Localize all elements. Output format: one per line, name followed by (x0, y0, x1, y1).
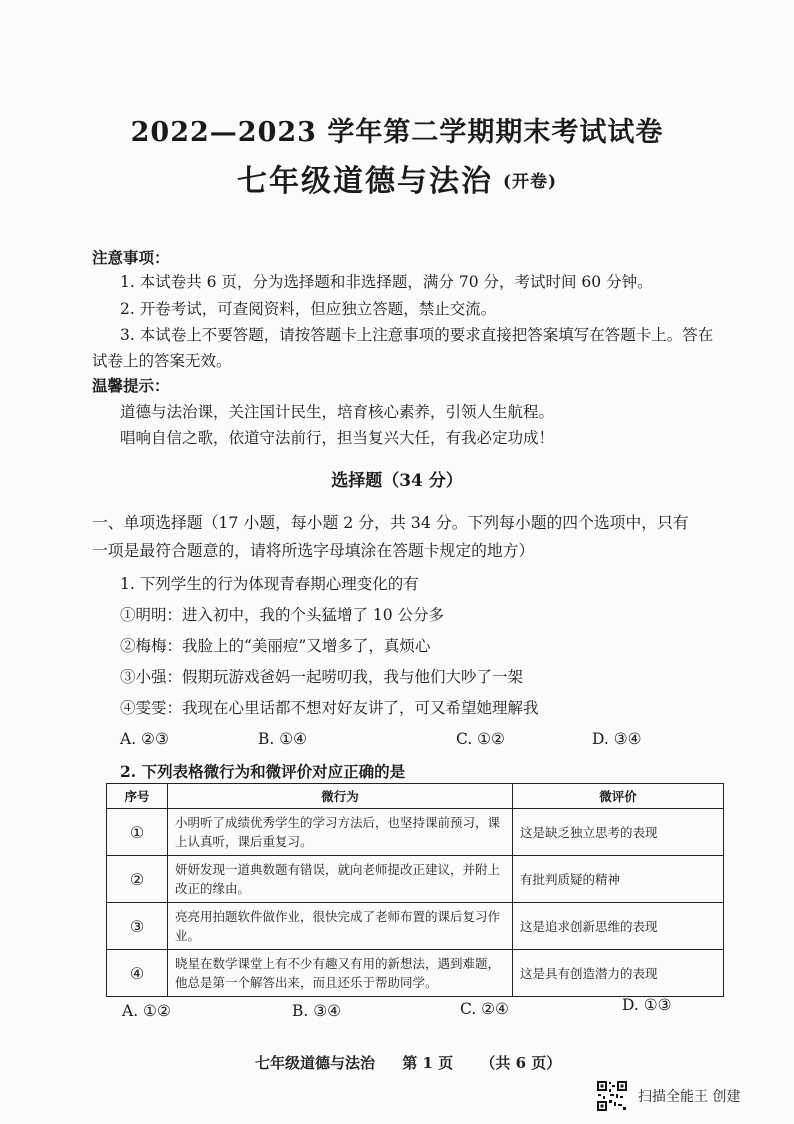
q2-row-action: 妍妍发现一道典数题有错误，就向老师提改正建议，并附上改正的缘由。 (168, 856, 513, 903)
q1-option-c: C. ①② (456, 730, 505, 748)
q2-row-action: 晓星在数学课堂上有不少有趣又有用的新想法，遇到难题，他总是第一个解答出来，而且还乐于帮助同学。 (168, 950, 513, 997)
q2-option-b: B. ③④ (292, 1002, 342, 1020)
q2-row-num: ① (107, 809, 168, 856)
q2-row-action: 小明听了成绩优秀学生的学习方法后，也坚持课前预习，课上认真听，课后重复习。 (168, 809, 513, 856)
scanner-watermark-text: 扫描全能王 创建 (638, 1089, 741, 1105)
table-row (107, 809, 724, 856)
note-item-3-cont: 试卷上的答案无效。 (92, 352, 232, 370)
tips-heading: 温馨提示： (92, 376, 170, 395)
q1-statement-3: ③小强：假期玩游戏爸妈一起唠叨我，我与他们大吵了一架 (120, 668, 524, 686)
exam-title: 2022—2023 学年第二学期期末考试试卷 (130, 117, 664, 148)
q2-option-d: D. ①③ (622, 996, 672, 1014)
note-item-2: 2. 开卷考试，可查阅资料，但应独立答题，禁止交流。 (120, 300, 497, 318)
footer-total: （共 6 页） (480, 1054, 562, 1072)
q2-row-num: ④ (107, 950, 168, 997)
notes-heading: 注意事项： (92, 248, 170, 267)
footer-page: 第 1 页 (402, 1054, 454, 1072)
q2-row-eval: 这是缺乏独立思考的表现 (513, 809, 724, 856)
exam-subject-title (0, 156, 794, 200)
q1-stem: 1. 下列学生的行为体现青春期心理变化的有 (120, 575, 419, 593)
subject-name: 七年级道德与法治 (236, 164, 493, 199)
q2-table (106, 783, 724, 997)
section-instruction-2: 一项是最符合题意的，请将所选字母填涂在答题卡规定的地方） (92, 541, 535, 560)
note-item-1: 1. 本试卷共 6 页，分为选择题和非选择题，满分 70 分，考试时间 60 分钟。 (120, 273, 653, 291)
section-instruction-1: 一、单项选择题（17 小题，每小题 2 分，共 34 分。下列每小题的四个选项中，只有 (92, 513, 689, 532)
note-item-3: 3. 本试卷上不要答题，请按答题卡上注意事项的要求直接把答案填写在答题卡上。答在 (120, 326, 714, 344)
q2-table-header-row (107, 784, 724, 809)
q2-header-eval: 微评价 (513, 784, 724, 809)
q2-header-num: 序号 (107, 784, 168, 809)
section-title: 选择题（34 分） (331, 471, 463, 491)
q2-row-num: ② (107, 856, 168, 903)
q1-statement-2: ②梅梅：我脸上的“美丽痘”又增多了，真烦心 (120, 637, 431, 655)
subject-note: (开卷) (502, 172, 558, 192)
q1-option-a: A. ②③ (120, 730, 169, 748)
q2-row-num: ③ (107, 903, 168, 950)
q1-option-d: D. ③④ (592, 730, 642, 748)
q2-row-eval: 有批判质疑的精神 (513, 856, 724, 903)
qr-code-icon (596, 1080, 628, 1112)
tip-line-1: 道德与法治课，关注国计民生，培育核心素养，引领人生航程。 (120, 403, 555, 421)
page-footer (255, 1052, 583, 1073)
scanner-watermark (596, 1080, 740, 1112)
q2-row-action: 亮亮用拍题软件做作业，很快完成了老师布置的课后复习作业。 (168, 903, 513, 950)
q2-row-eval: 这是具有创造潜力的表现 (513, 950, 724, 997)
q2-row-eval: 这是追求创新思维的表现 (513, 903, 724, 950)
q1-statement-1: ①明明：进入初中，我的个头猛增了 10 公分多 (120, 606, 445, 624)
tip-line-2: 唱响自信之歌，依道守法前行，担当复兴大任，有我必定功成！ (120, 429, 555, 447)
q1-statement-4: ④雯雯：我现在心里话都不想对好友讲了，可又希望她理解我 (120, 699, 539, 717)
table-row (107, 903, 724, 950)
q2-option-a: A. ①② (122, 1002, 171, 1020)
q1-option-b: B. ①④ (258, 730, 308, 748)
q2-header-action: 微行为 (168, 784, 513, 809)
q2-stem: 2. 下列表格微行为和微评价对应正确的是 (120, 762, 406, 781)
table-row (107, 950, 724, 997)
footer-subject: 七年级道德与法治 (255, 1054, 376, 1072)
table-row (107, 856, 724, 903)
q2-option-c: C. ②④ (460, 1000, 509, 1018)
